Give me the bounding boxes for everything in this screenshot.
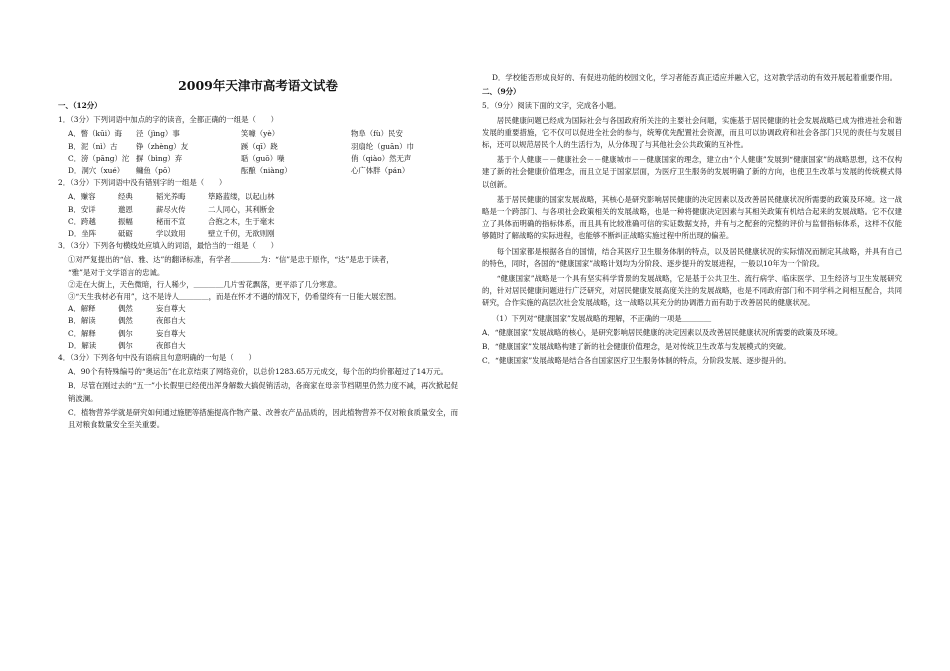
option-cell: 二人同心，其利断金 xyxy=(208,204,275,214)
question-2-option-b xyxy=(58,204,458,216)
question-2-option-d xyxy=(58,228,458,240)
option-cell: 鳙鱼（pō） xyxy=(136,166,175,176)
option-cell: 蹊（qī）跷 xyxy=(241,141,278,151)
section-heading-1: 一、（12分） xyxy=(58,101,102,110)
question-5-stem: 5．（9分）阅读下面的文字，完成各小题。 xyxy=(482,101,621,111)
option-cell: 羽扇纶（guān）巾 xyxy=(351,141,415,151)
reading-paragraph-1: 居民健康问题已经成为国际社会与各国政府所关注的主要社会问题，实施基于居民健康的社会发展战略已成为推进社会和谐发展的重要措施，它不仅可以促进全社会的参与，统筹优先配置社会资源，而且可以协调政府和社会各部门只见的责任与发展目标，还可以规范居民个人的生活行为，从分体现了与其他社会公共政策的互补性。 xyxy=(482,115,902,150)
question-2-stem: 2．（3分）下列词语中没有错别字的一组是（ ） xyxy=(58,178,227,188)
option-cell: 砥砺 xyxy=(118,229,133,239)
question-1-stem: 1．（3分）下列词语中加点的字的读音，全都正确的一组是（ ） xyxy=(58,115,279,125)
option-cell: C．解释 xyxy=(68,328,96,338)
option-cell: A．瞥（kūi）诲 xyxy=(68,129,122,139)
option-cell: 薪尽火传 xyxy=(156,204,186,214)
question-4-option-c: C．植物营养学就是研究如何通过施肥等措施提高作物产量、改善农产品品质的，因此植物营养不仅对粮食质量安全，而且对粮食数量安全至关重要。 xyxy=(68,407,458,430)
sub-question-1-option-c: C．“健康国家”发展战略是结合各自国家医疗卫生服务体制的特点，分阶段发展、逐步提升的。 xyxy=(482,356,791,366)
question-3-option-b xyxy=(58,315,458,327)
sub-question-1-option-a: A．“健康国家”发展战略的核心，是研究影响居民健康的决定因素以及改善居民健康状况所需要的政策及环境。 xyxy=(482,327,843,337)
option-cell: D．解读 xyxy=(68,340,97,350)
reading-paragraph-4: 每个国家都是根据各自的国情，结合其医疗卫生服务体制的特点，以及居民健康状况的实际情况而制定其战略，并具有自己的特色，同时，各国的“健康国家”战略计划均为分阶段、逐步提升的发展进程，一般以10年为一个阶段。 xyxy=(482,246,902,268)
question-2-option-a xyxy=(58,191,458,203)
option-cell: 聒（guō）噪 xyxy=(241,153,285,163)
option-cell: B．解读 xyxy=(68,316,96,326)
right-column xyxy=(482,72,902,369)
option-cell: 偶尔 xyxy=(118,328,133,338)
option-cell: 偶然 xyxy=(118,316,133,326)
option-cell: 邀恩 xyxy=(118,204,133,214)
sub-question-1-option-b: B．“健康国家”发展战略构建了新的社会健康价值理念，是对传统卫生改革与发展模式的突破。 xyxy=(482,342,791,352)
question-4-stem: 4．（3分）下列各句中没有语病且句意明确的一句是（ ） xyxy=(58,353,256,363)
option-cell: C．滂（pāng）沱 xyxy=(68,153,130,163)
option-cell: 心广体胖（pán） xyxy=(351,166,410,176)
sub-question-1-stem: （1）下列对“健康国家”发展战略的理解，不正确的一项是＿＿＿＿ xyxy=(492,313,712,323)
option-cell: A．赚容 xyxy=(68,192,96,202)
option-cell: B．泥（nì）古 xyxy=(68,141,118,151)
question-3-sentence-1: ①对严复提出的“信、雅、达”的翻译标准，有学者＿＿＿＿为：“信”是忠于原作，“达”是忠于读者， xyxy=(68,255,394,265)
question-2-option-c xyxy=(58,216,458,228)
section-heading-2: 二、（9分） xyxy=(482,87,521,97)
question-3-option-c xyxy=(58,328,458,340)
option-cell: 笑噱（yè） xyxy=(241,129,280,139)
option-cell: 铮（zhèng）友 xyxy=(136,141,189,151)
option-cell: C．跨越 xyxy=(68,216,96,226)
question-3-sentence-3: ③“天生我材必有用”，这不是诗人＿＿＿＿，而是在怀才不遇的情况下，仍希望终有一日能大展宏图。 xyxy=(68,292,401,302)
option-cell: 夜郎自大 xyxy=(156,316,186,326)
option-cell: 偶然 xyxy=(118,304,133,314)
option-cell: 偶尔 xyxy=(118,340,133,350)
question-3-sentence-2: ②走在大街上，天色微暗，行人稀少，＿＿＿＿几片雪花飘落，更平添了几分寒意。 xyxy=(68,279,342,289)
option-cell: 妄自尊大 xyxy=(156,328,186,338)
option-cell: 筚路蓝缕，以起山林 xyxy=(208,192,275,202)
reading-paragraph-2: 基于个人健康－－健康社会－－健康城市－－健康国家的理念，建立由“个人健康”发展到“健康国家”的战略思想，这不仅构建了新的社会健康价值理念，而且立足于国家层面，为医疗卫生服务的发展明确了新的方向，也使卫生改革与发展的传统模式得以创新。 xyxy=(482,155,902,189)
option-cell: 泾（jìng）事 xyxy=(136,129,180,139)
question-1-option-d xyxy=(58,165,458,177)
left-column xyxy=(58,72,458,433)
option-cell: 物阜（fù）民安 xyxy=(351,129,403,139)
question-1-option-b xyxy=(58,141,458,153)
question-3-stem: 3．（3分）下列各句横线处应填入的词语，最恰当的一组是（ ） xyxy=(58,241,279,251)
option-cell: D．坐阵 xyxy=(68,229,97,239)
question-4-option-b: B．尽管在刚过去的“五一”小长假里已经使出浑身解数大搞促销活动，各商家在母亲节档期里仍然力度不减，再次掀起促销波澜。 xyxy=(68,381,458,403)
reading-paragraph-3: 基于居民健康的国家发展战略，其核心是研究影响居民健康的决定因素以及改善居民健康状况所需要的政策及环境。这一战略是一个跨部门、与各项社会政策相关的发展战略，也是一种将健康决定因素与其相关政策有机结合起来的发展战略。它不仅建立了具体而明确的指标体系，而且具有比较准确可信的实证数据支持，并有与之配套的完整的评价与监督指标体系，这样不仅能够随时了解战略的实际进程，也能够不断纠正战略实施过程中所出现的偏差。 xyxy=(482,194,902,241)
option-cell: 学以致用 xyxy=(156,229,186,239)
question-3-option-d xyxy=(58,340,458,352)
question-1-option-a xyxy=(58,128,458,140)
option-cell: A．解释 xyxy=(68,304,96,314)
option-cell: 夜郎自大 xyxy=(156,340,186,350)
option-cell: 壁立千仞，无欲则刚 xyxy=(208,229,275,239)
option-cell: 酝酿（niàng） xyxy=(241,166,292,176)
question-3-option-a xyxy=(58,303,458,315)
option-cell: B．安详 xyxy=(68,204,96,214)
option-cell: 摒（bìng）弃 xyxy=(136,153,183,163)
option-cell: 俏（qiào）然无声 xyxy=(351,153,412,163)
question-4-option-a: A．90个有特殊编号的“奥运缶”在北京结束了网络竞价，以总价1283.65万元成交，每个缶的均价都超过了14万元。 xyxy=(68,367,449,377)
reading-paragraph-5: “健康国家”战略是一个具有坚实科学背景的发展战略，它是基于公共卫生、流行病学、临床医学、卫生经济与卫生发展研究的，针对居民健康问题进行广泛研究，对居民健康发展高度关注的发展战略，也是不同政府部门和不同学科之间相互配合，共同研究，合作实施的高层次社会发展战略，这一战略以其充分的协调潜力而有助于改善居民的健康状况。 xyxy=(482,274,902,308)
option-cell: D．洞穴（xué） xyxy=(68,166,125,176)
page-title: 2009年天津市高考语文试卷 xyxy=(178,78,338,93)
option-cell: 秘而不宣 xyxy=(156,216,186,226)
question-4-option-d: D．学校能否形成良好的、有促进功能的校园文化，学习者能否真正适应并融入它，这对教学活动的有效开展起着重要作用。 xyxy=(492,73,898,82)
option-cell: 韬光养晦 xyxy=(156,192,186,202)
option-cell: 合抱之木，生于毫末 xyxy=(208,216,275,226)
question-1-option-c xyxy=(58,153,458,165)
option-cell: 经典 xyxy=(118,192,133,202)
option-cell: 妄自尊大 xyxy=(156,304,186,314)
question-3-sentence-1b: “雅”是对于文学语言的忠诚。 xyxy=(68,267,165,277)
option-cell: 振幅 xyxy=(118,216,133,226)
